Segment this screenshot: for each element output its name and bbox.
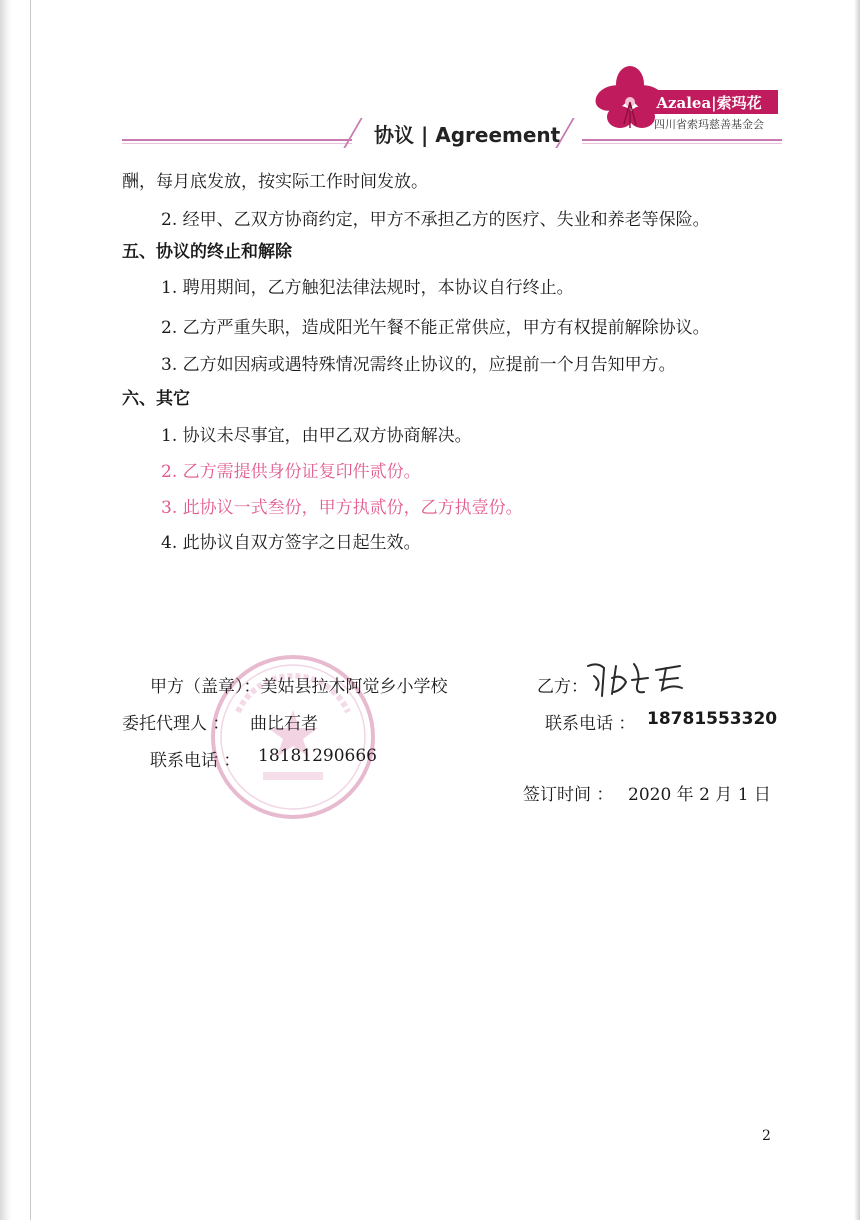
party-a-phone: 18181290666 <box>258 746 377 766</box>
clause-item-2: 2. 经甲、乙双方协商约定，甲方不承担乙方的医疗、失业和养老等保险。 <box>161 210 710 230</box>
agent-name: 曲比石者 <box>250 714 318 734</box>
s5-item-3: 3. 乙方如因病或遇特殊情况需终止协议的，应提前一个月告知甲方。 <box>161 355 676 375</box>
party-a-phone-label: 联系电话 ： <box>150 751 241 771</box>
party-b-phone: 18781553320 <box>647 709 778 729</box>
s6-item-1: 1. 协议未尽事宜，由甲乙双方协商解决。 <box>161 426 472 446</box>
scan-line <box>30 0 31 1220</box>
sign-date: 2020 年 2 月 1 日 <box>628 785 771 805</box>
logo-org: 四川省索玛慈善基金会 <box>654 118 764 131</box>
scan-edge-left <box>0 0 12 1220</box>
section6-heading: 六、其它 <box>122 389 190 409</box>
page-number: 2 <box>762 1128 771 1144</box>
sign-date-label: 签订时间 ： <box>523 785 614 805</box>
header-title-text: 协议 | Agreement <box>374 122 561 147</box>
s6-item-3: 3. 此协议一式叁份，甲方执贰份，乙方执壹份。 <box>161 498 523 518</box>
logo-brand: Azalea|索玛花 <box>640 90 778 114</box>
line-continuation: 酬，每月底发放，按实际工作时间发放。 <box>122 172 428 192</box>
agent-label: 委托代理人 ： <box>122 714 230 734</box>
party-b-phone-label: 联系电话 ： <box>545 714 636 734</box>
section5-heading: 五、协议的终止和解除 <box>122 242 292 262</box>
party-a-label: 甲方（盖章）：美姑县拉木阿觉乡小学校 <box>150 677 448 697</box>
s5-item-1: 1. 聘用期间，乙方触犯法律法规时，本协议自行终止。 <box>161 278 574 298</box>
s5-item-2: 2. 乙方严重失职，造成阳光午餐不能正常供应，甲方有权提前解除协议。 <box>161 318 710 338</box>
header-title <box>352 116 582 150</box>
party-b-label: 乙方： <box>537 677 588 697</box>
handwritten-signature <box>582 654 692 706</box>
s6-item-4: 4. 此协议自双方签字之日起生效。 <box>161 533 421 553</box>
s6-item-2: 2. 乙方需提供身份证复印件贰份。 <box>161 462 421 482</box>
logo <box>590 62 790 137</box>
scan-edge-right <box>854 0 860 1220</box>
